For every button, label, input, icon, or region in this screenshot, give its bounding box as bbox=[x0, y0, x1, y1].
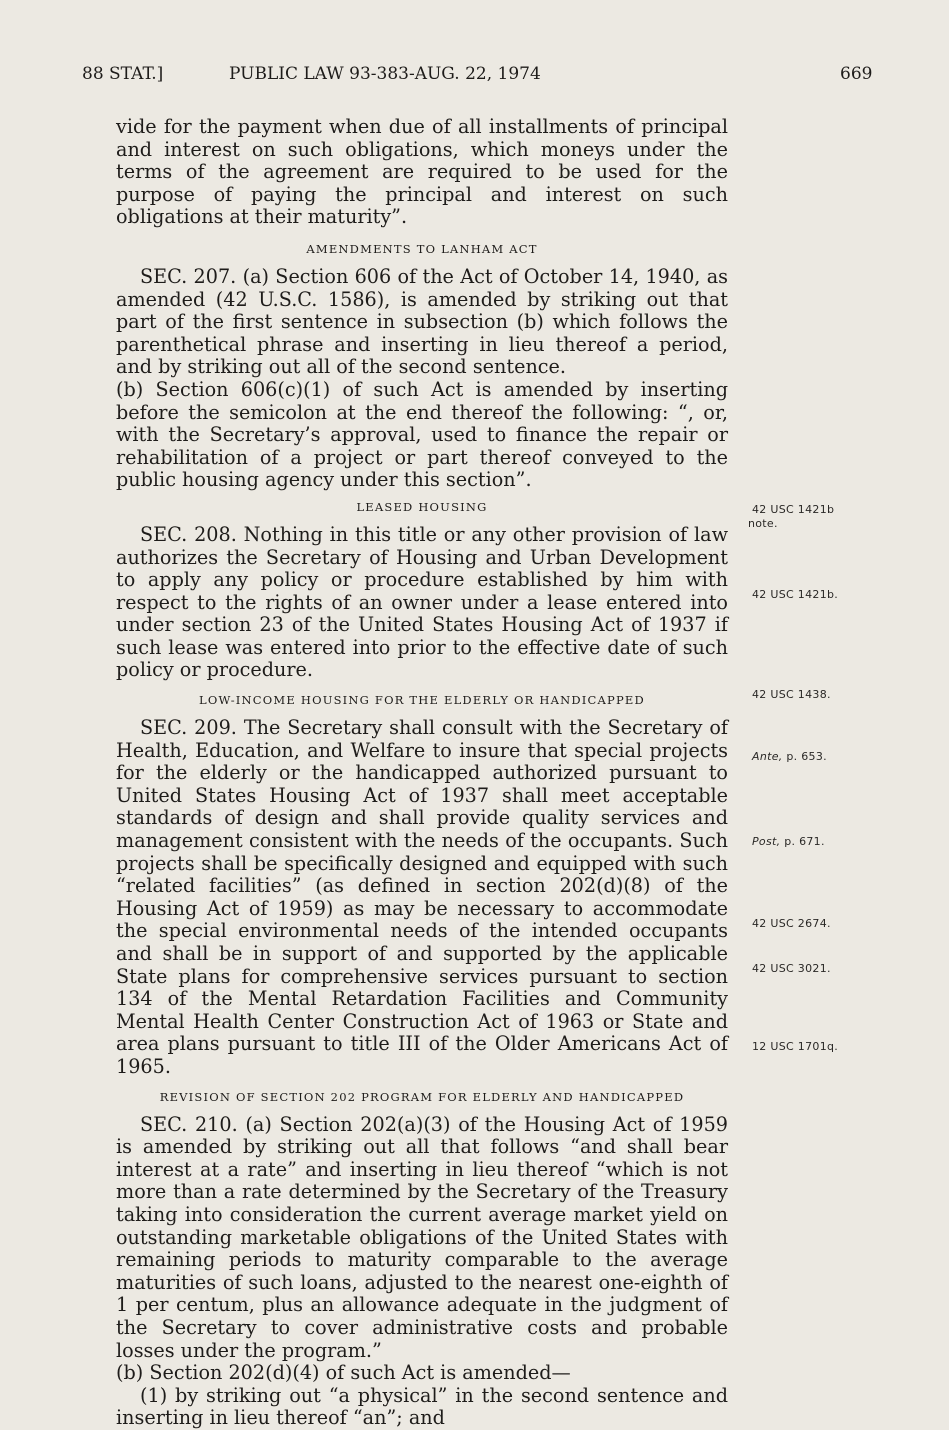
heading-lanham-act: AMENDMENTS TO LANHAM ACT bbox=[306, 241, 538, 256]
heading-leased-housing: LEASED HOUSING bbox=[356, 499, 488, 514]
paragraph-sec-207a: SEC. 207. (a) Section 606 of the Act of October 14, 1940, as amended (42 U.S.C. 1586), is amended by striking out that part of the first sentence in subsection (b) which follows the parenthetical phrase and inserting in lieu thereof a period, and by striking out all of the second sentence. bbox=[116, 264, 728, 379]
margin-note-line: note. bbox=[748, 517, 778, 530]
margin-note-42usc1421b: 42 USC 1421b. bbox=[752, 588, 839, 601]
heading-section-202-revision: REVISION OF SECTION 202 PROGRAM FOR ELDERLY AND HANDICAPPED bbox=[159, 1089, 685, 1104]
paragraph-sec-207b: (b) Section 606(c)(1) of such Act is amended by inserting before the semicolon at the end thereof the following: “, or, with the Secretary’s approval, used to finance the repair or rehabilitation of a project or part thereof conveyed to the public housing agency under this section”. bbox=[116, 377, 728, 492]
paragraph-sec-210a: SEC. 210. (a) Section 202(a)(3) of the Housing Act of 1959 is amended by striking out all that follows “and shall bear interest at a rate” and inserting in lieu thereof “which is not more than a rate determined by the Secretary of the Treasury taking into consideration the current average market yield on outstanding marketable obligations of the United States with remaining periods to maturity comparable to the average maturities of such loans, adjusted to the nearest one-eighth of 1 per centum, plus an allowance adequate in the judgment of the Secretary to cover administrative costs and probable losses under the program.” bbox=[116, 1112, 728, 1362]
margin-note-text: p. 671. bbox=[780, 835, 825, 848]
margin-note-42usc1438: 42 USC 1438. bbox=[752, 688, 831, 701]
margin-note-ante-653 bbox=[752, 750, 827, 764]
header-page-number: 669 bbox=[840, 64, 873, 84]
paragraph-continuation: vide for the payment when due of all installments of principal and interest on such obligations, which moneys under the terms of the agreement are required to be used for the purpose of paying the principal and interest on such obligations at their maturity”. bbox=[116, 115, 728, 229]
margin-note-12usc1701q: 12 USC 1701q. bbox=[752, 1040, 839, 1053]
heading-low-income-housing: LOW-INCOME HOUSING FOR THE ELDERLY OR HANDICAPPED bbox=[199, 693, 645, 708]
header-statute-ref: 88 STAT.] bbox=[82, 64, 164, 84]
margin-note-italic: Ante, bbox=[752, 750, 783, 763]
paragraph-sec-210b: (b) Section 202(d)(4) of such Act is amended— bbox=[116, 1361, 571, 1385]
paragraph-sec-209: SEC. 209. The Secretary shall consult with the Secretary of Health, Education, and Welfare to insure that special projects for the elderly or the handicapped authorized pursuant to United States Housing Act of 1937 shall meet acceptable standards of design and shall provide quality services and management consistent with the needs of the occupants. Such projects shall be specifically designed and equipped with such “related facilities” (as defined in section 202(d)(8) of the Housing Act of 1959) as may be necessary to accommodate the special environmental needs of the intended occupants and shall be in support of and supported by the applicable State plans for comprehensive services pursuant to section 134 of the Mental Retardation Facilities and Community Mental Health Center Construction Act of 1963 or State and area plans pursuant to title III of the Older Americans Act of 1965. bbox=[116, 716, 728, 1078]
header-law-title: PUBLIC LAW 93-383-AUG. 22, 1974 bbox=[229, 64, 541, 84]
margin-note-text: p. 653. bbox=[782, 750, 827, 763]
page-header bbox=[0, 64, 949, 88]
margin-note-42usc1421b-note bbox=[748, 503, 835, 531]
main-text-column bbox=[116, 116, 728, 1430]
margin-note-line: 42 USC 1421b bbox=[752, 503, 835, 516]
paragraph-sec-208: SEC. 208. Nothing in this title or any other provision of law authorizes the Secretary of Housing and Urban Development to apply any policy or procedure established by him with respect to the rights of an owner under a lease entered into under section 23 of the United States Housing Act of 1937 if such lease was entered into prior to the effective date of such policy or procedure. bbox=[116, 522, 728, 682]
paragraph-sec-210b-1: (1) by striking out “a physical” in the second sentence and inserting in lieu thereof “an”; and bbox=[116, 1383, 728, 1430]
margin-note-post-671 bbox=[752, 835, 825, 849]
margin-note-42usc3021: 42 USC 3021. bbox=[752, 962, 831, 975]
margin-note-42usc2674: 42 USC 2674. bbox=[752, 917, 831, 930]
margin-note-italic: Post, bbox=[752, 835, 781, 848]
